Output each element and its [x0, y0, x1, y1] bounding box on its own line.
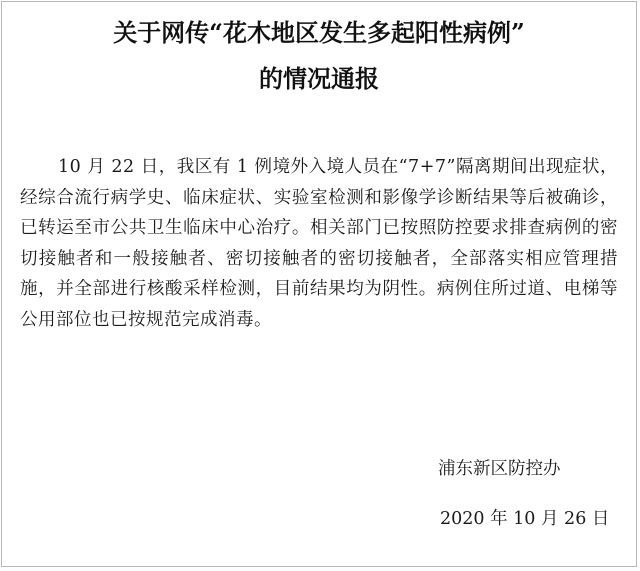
issuer-signature: 浦东新区防控办: [438, 459, 561, 479]
document-title-line-1: 关于网传“花木地区发生多起阳性病例”: [113, 18, 525, 47]
issue-date: 2020 年 10 月 26 日: [440, 509, 610, 529]
notice-document: [1, 1, 637, 567]
document-title-line-2: 的情况通报: [259, 64, 379, 93]
document-body-paragraph: 10 月 22 日，我区有 1 例境外入境人员在“7+7”隔离期间出现症状，经综合流行病学史、临床症状、实验室检测和影像学诊断结果等后被确诊，已转运至市公共卫生临床中心治疗。相关部门已按照防控要求排查病例的密切接触者和一般接触者、密切接触者的密切接触者，全部落实相应管理措施，并全部进行核酸采样检测，目前结果均为阴性。病例住所过道、电梯等公用部位也已按规范完成消毒。: [20, 157, 618, 330]
